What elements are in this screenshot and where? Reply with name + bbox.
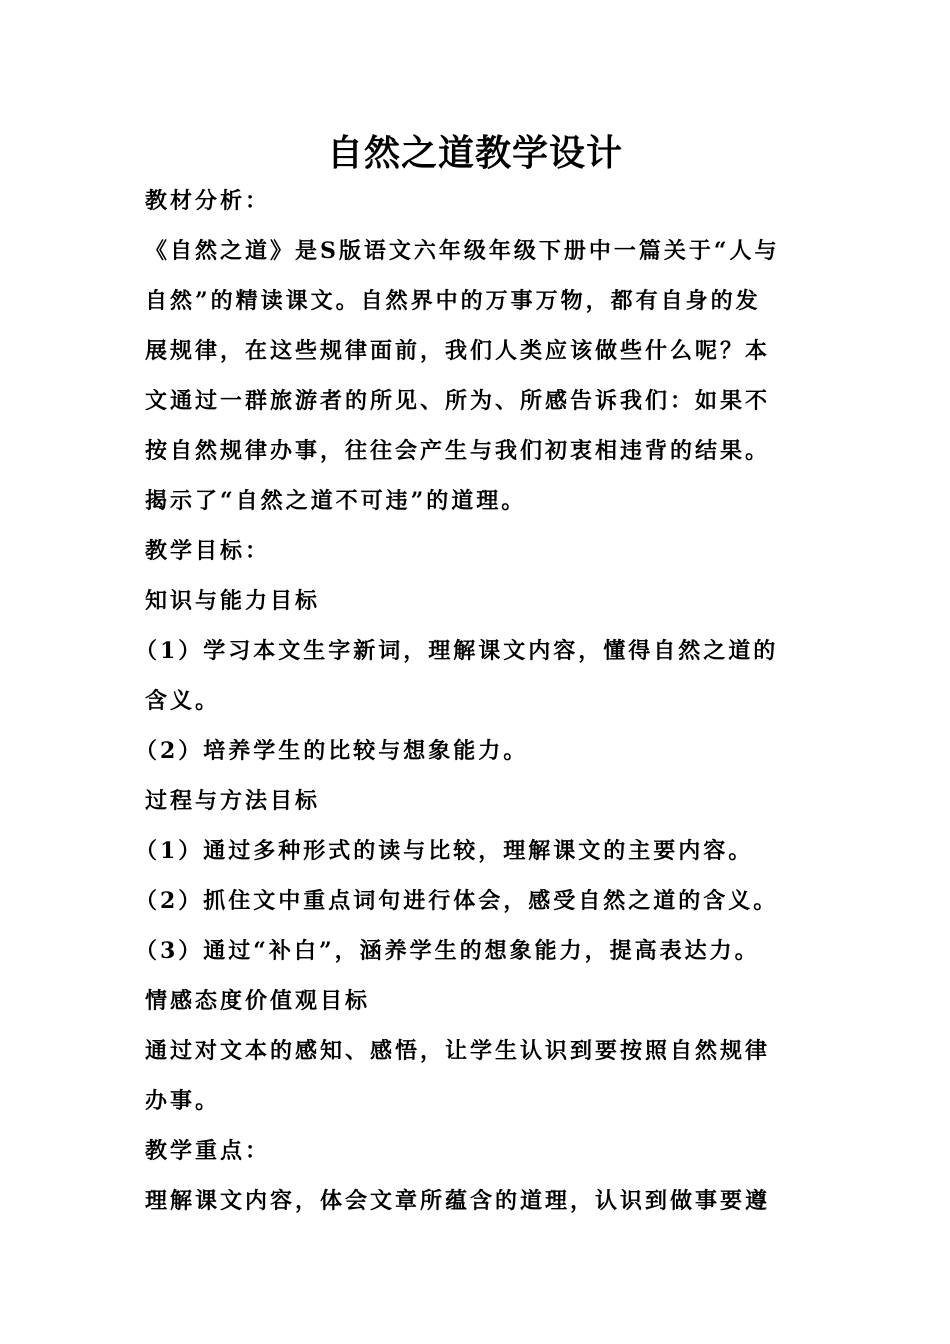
- goal-item: （3）通过“补白”，涵养学生的想象能力，提高表达力。: [135, 938, 760, 964]
- paragraph-line: 办事。: [145, 1088, 221, 1114]
- paragraph-line: 揭示了“自然之道不可违”的道理。: [145, 488, 527, 514]
- heading-teaching-goals: 教学目标：: [145, 538, 271, 564]
- document-body: [135, 176, 815, 1226]
- heading-teaching-focus: 教学重点：: [145, 1138, 271, 1164]
- paragraph-line: 《自然之道》是S版语文六年级年级下册中一篇关于“人与: [145, 238, 780, 264]
- subheading-knowledge-ability: 知识与能力目标: [145, 588, 321, 614]
- paragraph-line: 自然”的精读课文。自然界中的万事万物，都有自身的发: [145, 288, 761, 314]
- goal-item: （1）通过多种形式的读与比较，理解课文的主要内容。: [135, 838, 754, 864]
- goal-item-continuation: 含义。: [145, 688, 221, 714]
- goal-item: （1）学习本文生字新词，理解课文内容，懂得自然之道的: [135, 638, 779, 664]
- subheading-process-method: 过程与方法目标: [145, 788, 321, 814]
- heading-material-analysis: 教材分析：: [145, 188, 271, 214]
- paragraph-line: 通过对文本的感知、感悟，让学生认识到要按照自然规律: [145, 1038, 771, 1064]
- paragraph-line: 理解课文内容，体会文章所蕴含的道理，认识到做事要遵: [145, 1188, 771, 1214]
- paragraph-line: 按自然规律办事，往往会产生与我们初衷相违背的结果。: [145, 438, 771, 464]
- document-title: 自然之道教学设计: [326, 132, 623, 174]
- goal-item: （2）培养学生的比较与想象能力。: [135, 738, 529, 764]
- subheading-emotion-values: 情感态度价值观目标: [145, 988, 371, 1014]
- paragraph-line: 展规律，在这些规律面前，我们人类应该做些什么呢？本: [145, 338, 771, 364]
- paragraph-line: 文通过一群旅游者的所见、所为、所感告诉我们：如果不: [145, 388, 771, 414]
- goal-item: （2）抓住文中重点词句进行体会，感受自然之道的含义。: [135, 888, 779, 914]
